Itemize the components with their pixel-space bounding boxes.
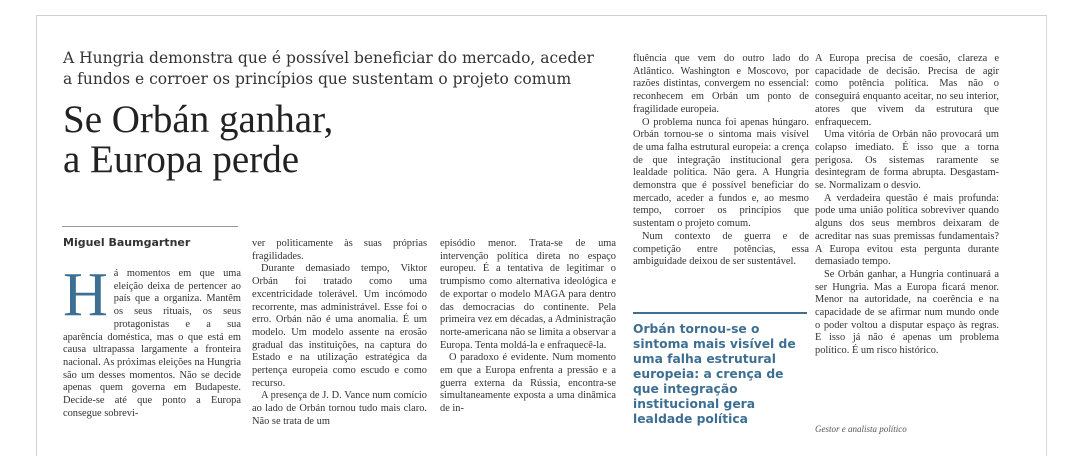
pullquote: Orbán tornou-se o sintoma mais visível de uma falha estrutural europeia: a crença de que integração institucional gera lealdade política bbox=[633, 322, 796, 426]
column-4 bbox=[633, 53, 809, 269]
paragraph: fluência que vem do outro lado do Atlântico. Washington e Moscovo, por razões distintas, convergem no essencial: reconhecem em Orbán um ponto de fragilidade europeia. bbox=[633, 53, 809, 115]
column-2 bbox=[252, 238, 427, 429]
paragraph: episódio menor. Trata-se de uma intervenção política direta no espaço europeu. É a tentativa de legitimar o trumpismo como alternativa ideológica e de exportar o modelo MAGA para dentro das democracias do continente. Pela primeira vez em décadas, a Administração norte-americana não se limita a observar a Europa. Tenta moldá-la e enfraquecê-la. bbox=[440, 238, 616, 351]
article-headline bbox=[63, 100, 483, 180]
paragraph: O problema nunca foi apenas húngaro. Orbán tornou-se o sintoma mais visível de uma falha estrutural europeia: a crença de que integração institucional gera lealdade política. Não gera. A Hungria demonstra que é possível beneficiar do mercado, aceder a fundos e, ao mesmo tempo, corroer os princípios que sustentam o projeto comum. bbox=[633, 116, 809, 230]
column-1 bbox=[63, 261, 241, 420]
column-3 bbox=[440, 238, 616, 416]
paragraph: Uma vitória de Orbán não provocará um colapso imediato. É isso que a torna perigosa. Os sistemas raramente se desintegram de forma abrupta. Desgastam-se. Normalizam o desvio. bbox=[815, 129, 999, 192]
paragraph: A verdadeira questão é mais profunda: pode uma união política sobreviver quando alguns dos seus membros deixaram de acreditar nas suas premissas fundamentais? A Europa evitou esta pergunta durante demasiado tempo. bbox=[815, 192, 999, 268]
paragraph: A Europa precisa de coesão, clareza e capacidade de decisão. Precisa de agir como potência política. Mas não o conseguirá enquanto aceitar, no seu interior, atores que vivem da estrutura que enfraquecem. bbox=[815, 53, 999, 128]
headline-line-1: Se Orbán ganhar, bbox=[63, 98, 334, 141]
paragraph: Durante demasiado tempo, Viktor Orbán foi tratado como uma excentricidade tolerável. Um incómodo recorrente, mas administrável. Esse foi o erro. Orbán não é uma anomalia. É um modelo. Um modelo assente na erosão gradual das instituições, na captura do Estado e na utilização estratégica da pertença europeia como escudo e como recurso. bbox=[252, 263, 427, 389]
pullquote-rule bbox=[633, 312, 807, 314]
column-5 bbox=[815, 53, 999, 358]
author-signoff: Gestor e analista político bbox=[815, 424, 907, 434]
paragraph: Se Orbán ganhar, a Hungria continuará a ser Hungria. Mas a Europa ficará menor. Menor na autoridade, na coerência e na capacidade de se afirmar num mundo onde o poder voltou a disputar espaço às regras. E isso já não é apenas um problema político. É um risco histórico. bbox=[815, 268, 999, 357]
paragraph: O paradoxo é evidente. Num momento em que a Europa enfrenta a pressão e a guerra externa da Rússia, encontra-se simultaneamente exposta a uma dinâmica de in- bbox=[440, 352, 616, 415]
drop-cap: H bbox=[63, 261, 108, 329]
article-kicker: A Hungria demonstra que é possível beneficiar do mercado, aceder a fundos e corroer os princípios que sustentam o projeto comum bbox=[63, 49, 594, 88]
paragraph: Num contexto de guerra e de competição entre potências, essa ambiguidade deixou de ser sustentável. bbox=[633, 230, 809, 268]
byline-divider bbox=[62, 226, 238, 227]
paragraph: ver politicamente às suas próprias fragilidades. bbox=[252, 238, 427, 262]
author-byline: Miguel Baumgartner bbox=[63, 236, 191, 249]
headline-line-2: a Europa perde bbox=[63, 138, 300, 181]
paragraph: A presença de J. D. Vance num comício ao lado de Orbán tornou tudo mais claro. Não se trata de um bbox=[252, 390, 427, 427]
paragraph: á momentos em que uma eleição deixa de pertencer ao país que a organiza. Mantêm os seus rituais, os seus protagonistas e a sua aparência doméstica, mas o que está em causa ultrapassa largamente a fronteira nacional. As próximas eleições na Hungria são um desses momentos. Não se decide apenas quem governa em Budapeste. Decide-se até que ponto a Europa consegue sobrevi- bbox=[63, 268, 241, 419]
